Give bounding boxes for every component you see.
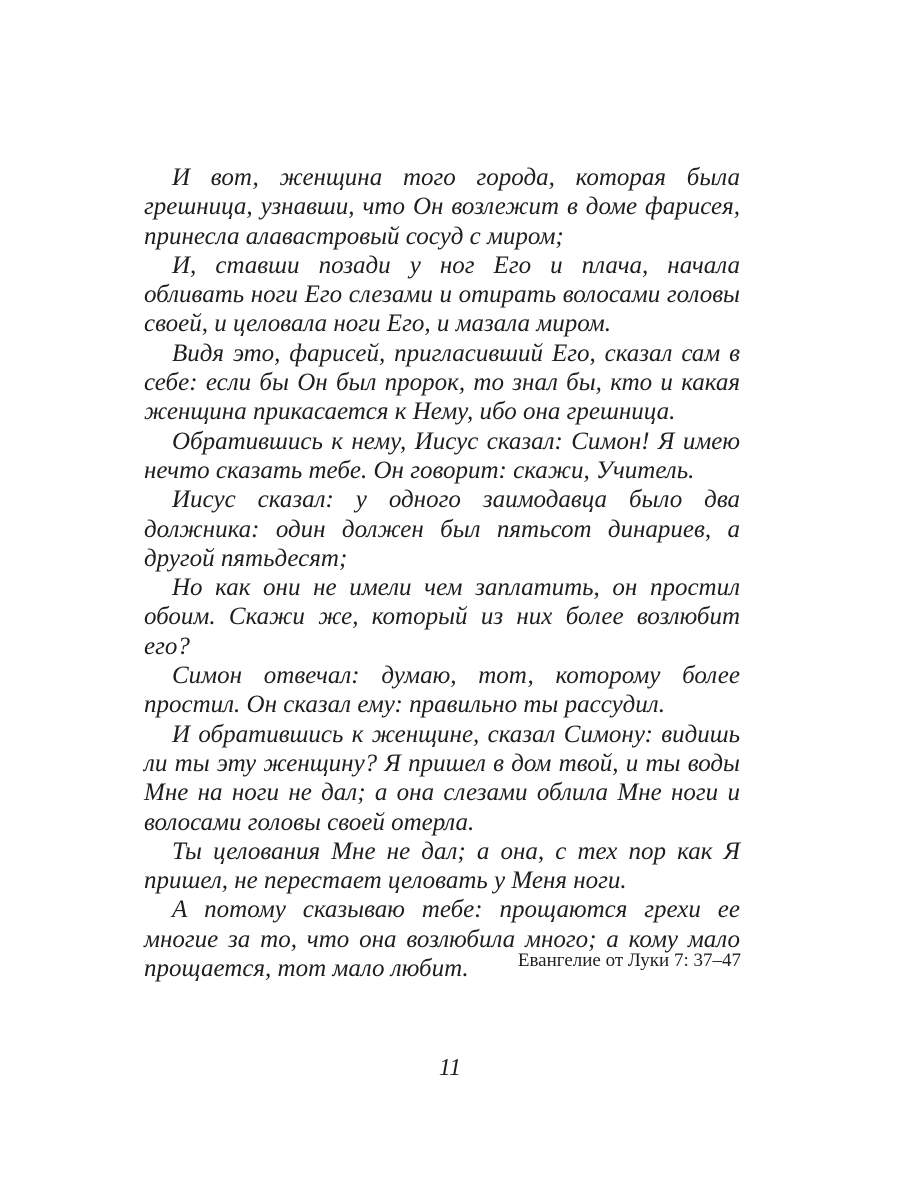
verse-paragraph: И обратившись к женщине, сказал Симону: видишь ли ты эту женщину? Я пришел в дом твой, и ты воды Мне на ноги не дал; а она слезами облила Мне ноги и волосами головы своей отерла. bbox=[144, 720, 740, 836]
verse-paragraph: Обратившись к нему, Иисус сказал: Симон! Я имею нечто сказать тебе. Он говорит: скажи, Учитель. bbox=[144, 427, 740, 484]
verse-paragraph: Симон отвечал: думаю, тот, которому более простил. Он сказал ему: правильно ты рассудил. bbox=[144, 662, 740, 719]
verse-paragraph: Иисус сказал: у одного заимодавца было два должника: один должен был пятьсот динариев, а другой пятьдесят; bbox=[144, 486, 740, 572]
verse-paragraph: И, ставши позади у ног Его и плача, начала обливать ноги Его слезами и отирать волосами головы своей, и целовала ноги Его, и мазала миром. bbox=[144, 251, 740, 338]
scripture-passage bbox=[144, 163, 740, 983]
page-number: 11 bbox=[438, 1055, 462, 1081]
source-citation: Евангелие от Луки 7: 37–47 bbox=[517, 950, 741, 971]
verse-paragraph: Но как они не имели чем заплатить, он простил обоим. Скажи же, который из них более возлюбит его? bbox=[144, 574, 740, 660]
verse-paragraph: И вот, женщина того города, которая была грешница, узнавши, что Он возлежит в доме фарисея, принесла алавастровый сосуд с миром; bbox=[144, 164, 740, 250]
verse-paragraph: А потому сказываю тебе: прощаются грехи ее многие за то, что она возлюбила много; а кому мало прощается, тот мало любит. bbox=[144, 896, 740, 983]
verse-paragraph: Видя это, фарисей, пригласивший Его, сказал сам в себе: если бы Он был пророк, то знал бы, кто и какая женщина прикасается к Нему, ибо она грешница. bbox=[144, 339, 740, 426]
verse-paragraph: Ты целования Мне не дал; а она, с тех пор как Я пришел, не перестает целовать у Меня ноги. bbox=[144, 837, 740, 895]
